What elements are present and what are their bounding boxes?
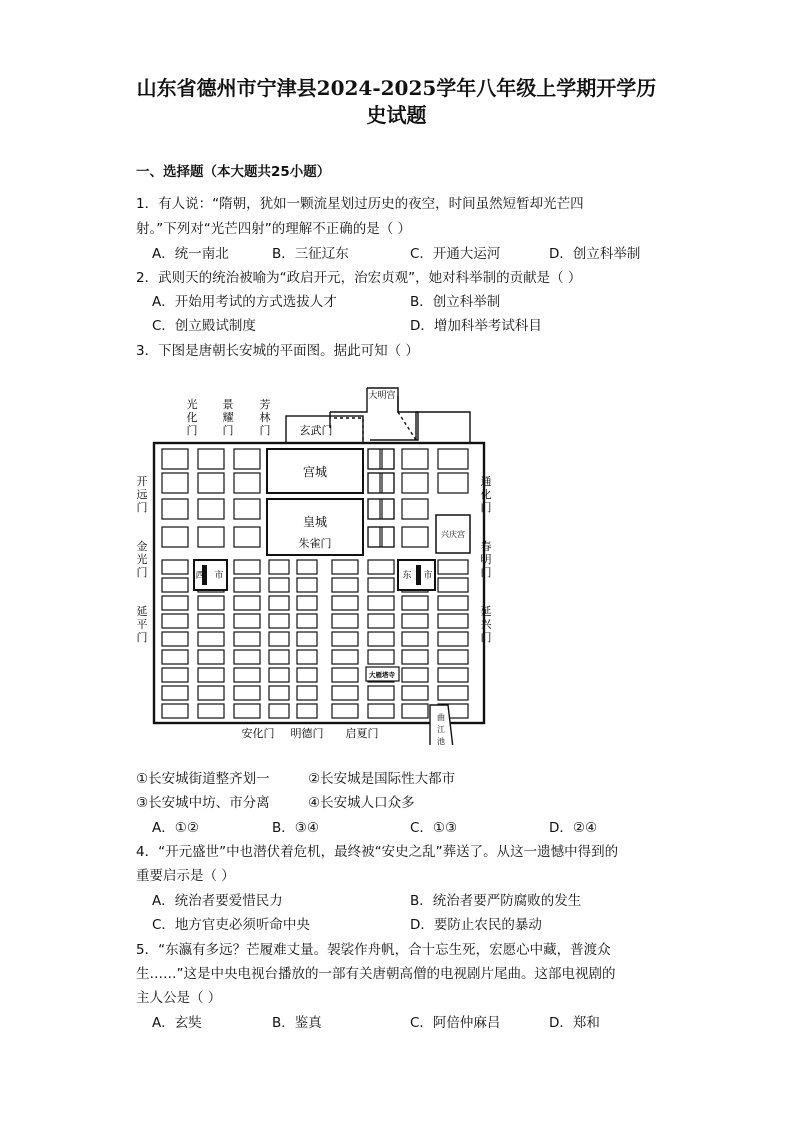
qujiangchi-label-1: 曲 [437, 713, 445, 722]
ward-block [368, 449, 380, 469]
ward-block [234, 632, 260, 646]
gate-top-1-char-2: 门 [186, 424, 198, 437]
ward-block [297, 578, 317, 592]
ward-block [198, 704, 224, 718]
ward-block [198, 650, 224, 664]
ward-block [269, 668, 289, 682]
gate-west-2-char-2: 门 [136, 566, 148, 579]
q5-stem-line2: 生……”这是中央电视台播放的一部有关唐朝高僧的电视剧片尾曲。这部电视剧的 [136, 966, 616, 982]
ward-block [438, 650, 468, 664]
huangcheng-label: 皇城 [302, 515, 328, 529]
q3-statement-2: ②长安城是国际性大都市 [308, 771, 456, 787]
ward-block [162, 560, 188, 574]
ward-block [368, 632, 394, 646]
ward-block [402, 473, 428, 493]
xuanwumen-label: 玄武门 [299, 424, 333, 437]
ward-block [234, 449, 260, 469]
ward-block [162, 578, 188, 592]
q5-option-c[interactable]: C．阿倍仲麻吕 [410, 1015, 501, 1031]
gate-east-2-char-2: 门 [480, 566, 492, 579]
ward-block [402, 632, 428, 646]
ward-block [234, 527, 260, 547]
ward-block [234, 704, 260, 718]
q2-option-d[interactable]: D．增加科举考试科目 [410, 318, 542, 334]
ward-block [402, 449, 428, 469]
gate-bottom-3: 启夏门 [345, 727, 379, 740]
q1-stem-line2: 射。”下列对“光芒四射”的理解不正确的是（ ） [136, 221, 412, 237]
q1-option-c[interactable]: C．开通大运河 [410, 246, 501, 262]
ward-block [297, 668, 317, 682]
q1-option-d[interactable]: D．创立科举制 [549, 246, 641, 262]
ward-block [162, 686, 188, 700]
ward-block [402, 650, 428, 664]
dayanta-label: 大雁塔寺 [369, 671, 395, 679]
ward-block [402, 704, 428, 718]
ward-block [162, 527, 188, 547]
ward-block [269, 614, 289, 628]
ward-block [332, 614, 358, 628]
gate-west-2-char-1: 光 [136, 553, 148, 566]
ward-block [382, 499, 394, 519]
ward-block [402, 596, 428, 610]
ward-block [402, 614, 428, 628]
ward-block [269, 686, 289, 700]
ward-block [162, 650, 188, 664]
q3-statement-3: ③长安城中坊、市分离 [136, 795, 270, 811]
ward-block [198, 473, 224, 493]
gate-east-1-char-2: 门 [480, 501, 492, 514]
ward-block [402, 499, 428, 519]
west-market-label-2: 市 [214, 571, 224, 581]
ward-block [332, 578, 358, 592]
ward-block [438, 449, 468, 469]
q4-stem-line2: 重要启示是（ ） [136, 868, 235, 884]
qujiangchi-label-3: 池 [437, 737, 445, 745]
q3-stem-line1: 3．下图是唐朝长安城的平面图。据此可知（ ） [136, 343, 419, 359]
gate-west-2-char-0: 金 [136, 540, 148, 553]
ward-block [368, 596, 394, 610]
ward-block [438, 668, 468, 682]
gate-top-2-char-1: 耀 [222, 411, 234, 424]
ward-block [198, 596, 224, 610]
ward-block [332, 632, 358, 646]
ward-block [438, 614, 468, 628]
ward-block [368, 499, 380, 519]
ward-block [368, 499, 394, 519]
ward-block [438, 560, 468, 574]
ward-block [297, 650, 317, 664]
ward-block [382, 527, 394, 547]
q3-option-d[interactable]: D．②④ [549, 820, 598, 836]
ward-block [269, 578, 289, 592]
changan-city-map [130, 360, 500, 745]
ward-block [402, 668, 428, 682]
ward-block [234, 614, 260, 628]
ward-block [234, 668, 260, 682]
ward-block [368, 578, 394, 592]
q5-option-d[interactable]: D．郑和 [549, 1015, 600, 1031]
ward-block [234, 596, 260, 610]
ward-block [297, 704, 317, 718]
ward-block [368, 704, 394, 718]
gate-west-1-char-1: 远 [136, 488, 148, 501]
ward-block [368, 560, 394, 574]
ward-block [382, 473, 394, 493]
ward-block [438, 632, 468, 646]
ward-block [198, 686, 224, 700]
page-title-line1: 山东省德州市宁津县2024-2025学年八年级上学期开学历 [136, 76, 657, 100]
ward-block [162, 668, 188, 682]
q5-stem-line3: 主人公是（ ） [136, 990, 222, 1006]
ward-block [269, 704, 289, 718]
gate-bottom-2: 明德门 [290, 727, 324, 740]
ward-block [438, 686, 468, 700]
q4-option-c[interactable]: C．地方官吏必须听命中央 [152, 917, 310, 933]
ward-block [198, 499, 224, 519]
ward-block [198, 449, 224, 469]
zhuquemen-label: 朱雀门 [298, 537, 332, 550]
gate-top-2-char-2: 门 [222, 424, 234, 437]
gate-west-1-char-0: 开 [136, 475, 148, 488]
section-heading: 一、选择题（本大题共25小题） [136, 164, 331, 180]
ward-block [198, 632, 224, 646]
q3-statement-1: ①长安城街道整齐划一 [136, 771, 270, 787]
ward-block [234, 650, 260, 664]
ward-block [269, 596, 289, 610]
q3-option-a[interactable]: A．①② [152, 820, 199, 836]
daminggong-label: 大明宫 [368, 391, 396, 401]
gate-top-3-char-2: 门 [259, 424, 271, 437]
ward-block [368, 614, 394, 628]
ward-block [234, 473, 260, 493]
ward-block [332, 686, 358, 700]
gate-bottom-1: 安化门 [241, 727, 275, 740]
q2-option-b[interactable]: B．创立科举制 [410, 294, 501, 310]
ward-block [332, 596, 358, 610]
gate-west-3-char-2: 门 [136, 631, 148, 644]
ward-block [297, 560, 317, 574]
gate-east-2-char-1: 明 [480, 553, 492, 566]
ward-block [234, 578, 260, 592]
ward-block [297, 614, 317, 628]
ward-block [368, 527, 380, 547]
east-market-label-2: 市 [423, 571, 433, 581]
qujiangchi-label-2: 江 [437, 725, 445, 734]
gate-east-3-char-1: 兴 [480, 618, 492, 631]
ward-block [234, 499, 260, 519]
gongcheng-label: 宫城 [302, 465, 328, 479]
gate-top-1-char-1: 化 [186, 411, 198, 424]
east-market-label-1: 东 [402, 571, 412, 581]
ward-block [368, 527, 394, 547]
gate-east-1-char-0: 通 [480, 475, 492, 488]
q1-option-a[interactable]: A．统一南北 [152, 246, 229, 262]
q2-option-a[interactable]: A．开始用考试的方式选拔人才 [152, 294, 337, 310]
q1-stem-line1: 1．有人说：“隋朝，犹如一颗流星划过历史的夜空，时间虽然短暂却光芒四 [136, 196, 584, 212]
q4-stem-line1: 4．“开元盛世”中也潜伏着危机，最终被“安史之乱”葬送了。从这一遗憾中得到的 [136, 844, 619, 860]
ward-block [332, 560, 358, 574]
ward-block [438, 473, 468, 493]
q3-option-b[interactable]: B．③④ [272, 820, 319, 836]
gate-top-2-char-0: 景 [222, 398, 234, 411]
ward-block [368, 686, 394, 700]
ward-block [162, 449, 188, 469]
ward-block [368, 650, 394, 664]
xingqinggong-label: 兴庆宫 [441, 530, 465, 539]
q5-stem-line1: 5．“东瀛有多远？芒履难丈量。袈裟作舟帆，合十忘生死，宏愿心中藏，普渡众 [136, 942, 611, 958]
gate-west-1-char-2: 门 [136, 501, 148, 514]
q1-option-b[interactable]: B．三征辽东 [272, 246, 349, 262]
ward-block [402, 527, 428, 547]
ward-block [297, 686, 317, 700]
ward-block [368, 449, 394, 469]
ward-block [269, 650, 289, 664]
ward-block [332, 650, 358, 664]
q4-option-a[interactable]: A．统治者要爱惜民力 [152, 893, 283, 909]
ward-block [162, 473, 188, 493]
q3-statement-4: ④长安城人口众多 [308, 795, 415, 811]
ward-block [162, 499, 188, 519]
gate-top-3-char-0: 芳 [259, 398, 271, 411]
ward-block [234, 686, 260, 700]
q2-stem-line1: 2．武则天的统治被喻为“政启开元，治宏贞观”，她对科举制的贡献是（ ） [136, 270, 582, 286]
ward-block [332, 668, 358, 682]
ward-block [438, 578, 468, 592]
ward-block [198, 527, 224, 547]
ward-block [198, 668, 224, 682]
ward-block [269, 632, 289, 646]
west-market-label-1: 西 [195, 571, 205, 581]
gate-east-2-char-0: 春 [480, 540, 492, 553]
ward-block [297, 596, 317, 610]
q4-option-d[interactable]: D．要防止农民的暴动 [410, 917, 542, 933]
ward-block [332, 704, 358, 718]
gate-east-3-char-2: 门 [480, 631, 492, 644]
ward-block [368, 473, 380, 493]
gate-top-3-char-1: 林 [259, 411, 271, 424]
gate-west-3-char-0: 延 [136, 605, 148, 618]
page-title-line2: 史试题 [366, 103, 427, 127]
ward-block [162, 632, 188, 646]
ward-block [402, 686, 428, 700]
ward-block [297, 632, 317, 646]
gate-west-3-char-1: 平 [136, 618, 148, 631]
ward-block [162, 614, 188, 628]
ward-block [162, 596, 188, 610]
gate-top-1-char-0: 光 [186, 398, 198, 411]
ward-block [234, 560, 260, 574]
gate-east-3-char-0: 延 [480, 605, 492, 618]
q5-option-a[interactable]: A．玄奘 [152, 1015, 202, 1031]
q3-option-c[interactable]: C．①③ [410, 820, 458, 836]
q5-option-b[interactable]: B．鉴真 [272, 1015, 322, 1031]
ward-block [269, 560, 289, 574]
q4-option-b[interactable]: B．统治者要严防腐败的发生 [410, 893, 582, 909]
ward-block [382, 449, 394, 469]
gate-east-1-char-1: 化 [480, 488, 492, 501]
ward-block [368, 473, 394, 493]
ward-block [438, 596, 468, 610]
ward-block [198, 614, 224, 628]
ward-block [162, 704, 188, 718]
q2-option-c[interactable]: C．创立殿试制度 [152, 318, 256, 334]
